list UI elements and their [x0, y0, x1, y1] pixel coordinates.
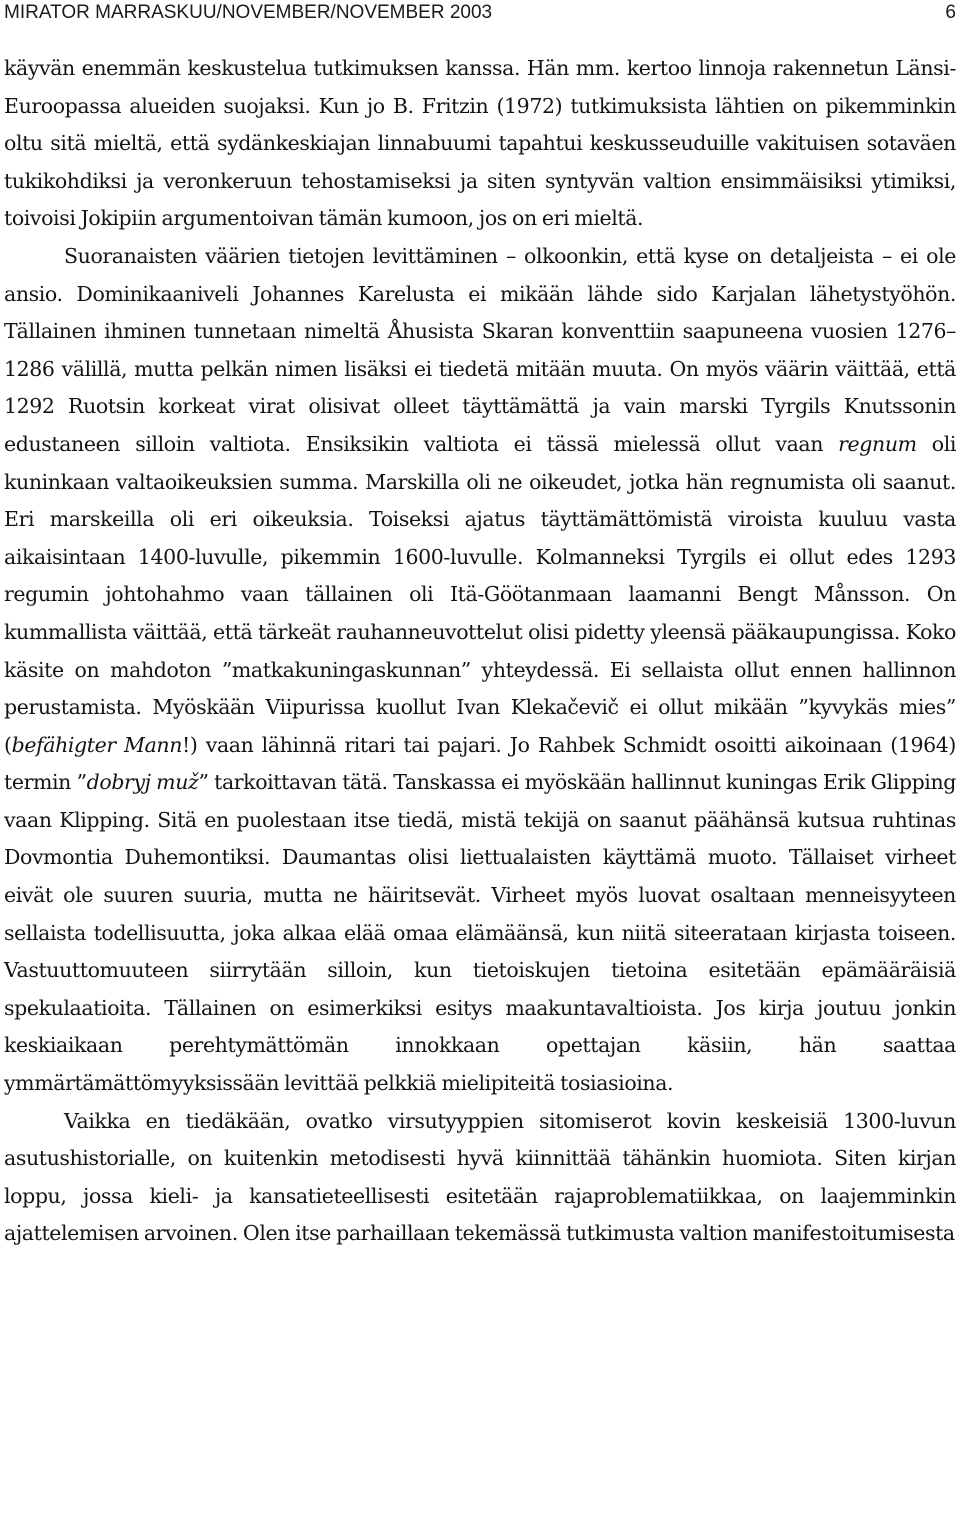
text-run: oli kuninkaan valtaoikeuksien summa. Marskilla oli ne oikeudet, jotka hän regnumista oli saanut. Eri marskeilla oli eri oikeuksia. Toiseksi ajatus täyttämättömistä viroista kuuluu vasta aikaisintaan 1400-luvulle, pikemmin 1600-luvulle. Kolmanneksi Tyrgils ei ollut edes 1293 regumin johtohahmo vaan tällainen oli Itä-Göötanmaan laamanni Bengt Månsson. On kummallista väittää, että tärkeät rauhanneuvottelut olisi pidetty yleensä pääkaupungissa. Koko käsite on mahdoton ”matkakuningaskunnan” yhteydessä. Ei sellaista ollut ennen hallinnon perustamista. Myöskään Viipurissa kuollut Ivan Klekačevič ei ollut mikään ”kyvykäs mies” ( [4, 431, 957, 757]
paragraph-errors [4, 238, 956, 1103]
text-run: Vaikka en tiedäkään, ovatko virsutyyppien sitomiserot kovin keskeisiä 1300-luvun asutushistorialle, on kuitenkin metodisesti hyvä kiinnittää tähänkin huomiota. Siten kirjan loppu, jossa kieli- ja kansatieteellisesti esitetään rajaproblematiikkaa, on laajemminkin ajattelemisen arvoinen. Olen itse parhaillaan tekemässä tutkimusta valtion manifestoitumisesta [4, 1108, 956, 1246]
paragraph-conclusion [4, 1103, 956, 1253]
italic-term-dobryj-muz: dobryj muž [86, 770, 199, 795]
text-run: Suoranaisten väärien tietojen levittäminen – olkoonkin, että kyse on detaljeista – ei ole ansio. Dominikaaniveli Johannes Karelusta ei mikään lähde sido Karjalan lähetystyöhön. Tällainen ihminen tunnetaan nimeltä Åhusista Skaran konventtiin saapuneena vuosien 1276–1286 välillä, mutta pelkän nimen lisäksi ei tiedetä mitään muuta. On myös väärin väittää, että 1292 Ruotsin korkeat virat olisivat olleet täyttämättä ja vain marski Tyrgils Knutssonin edustaneen silloin valtiota. Ensiksikin valtiota ei tässä mielessä ollut vaan [4, 243, 956, 456]
italic-term-regnum: regnum [838, 431, 917, 456]
journal-title: MIRATOR MARRASKUU/NOVEMBER/NOVEMBER 2003 [4, 2, 493, 23]
text-run: käyvän enemmän keskustelua tutkimuksen kanssa. Hän mm. kertoo linnoja rakennetun Länsi-Euroopassa alueiden suojaksi. Kun jo B. Fritzin (1972) tutkimuksista lähtien on pikemminkin oltu sitä mieltä, että sydänkeskiajan linnabuumi tapahtui keskusseuduille vakituisen sotaväen tukikohdiksi ja veronkeruun tehostamiseksi ja siten syntyvän valtion ensimmäisiksi ytimiksi, toivoisi Jokipiin argumentoivan tämän kumoon, jos on eri mieltä. [4, 56, 956, 231]
page-number: 6 [945, 2, 956, 23]
italic-term-befaehigter-mann: befähigter Mann [11, 732, 183, 757]
paragraph-continuation [4, 50, 956, 238]
article-body [4, 50, 956, 1253]
running-header [4, 0, 956, 26]
text-run: !) vaan lähinnä ritari tai pajari. Jo Rahbek Schmidt osoitti aikoinaan (1964) termin ” [4, 732, 956, 795]
text-run: ” tarkoittavan tätä. Tanskassa ei myöskään hallinnut kuningas Erik Glipping vaan Klipping. Sitä en puolestaan itse tiedä, mistä tekijä on saanut päähänsä kutsua ruhtinas Dovmontia Duhemontiksi. Daumantas olisi liettualaisten käyttämä muoto. Tällaiset virheet eivät ole suuren suuria, mutta ne häiritsevät. Virheet myös luovat osaltaan menneisyyteen sellaista todellisuutta, joka alkaa elää omaa elämäänsä, kun niitä siteerataan kirjasta toiseen. Vastuuttomuuteen siirrytään silloin, kun tietoiskujen tietoina esitetään epämääräisiä spekulaatioita. Tällainen on esimerkiksi esitys maakuntavaltioista. Jos kirja joutuu jonkin keskiaikaan perehtymättömän innokkaan opettajan käsiin, hän saattaa ymmärtämättömyyksissään levittää pelkkiä mielipiteitä tosiasioina. [4, 770, 956, 1096]
